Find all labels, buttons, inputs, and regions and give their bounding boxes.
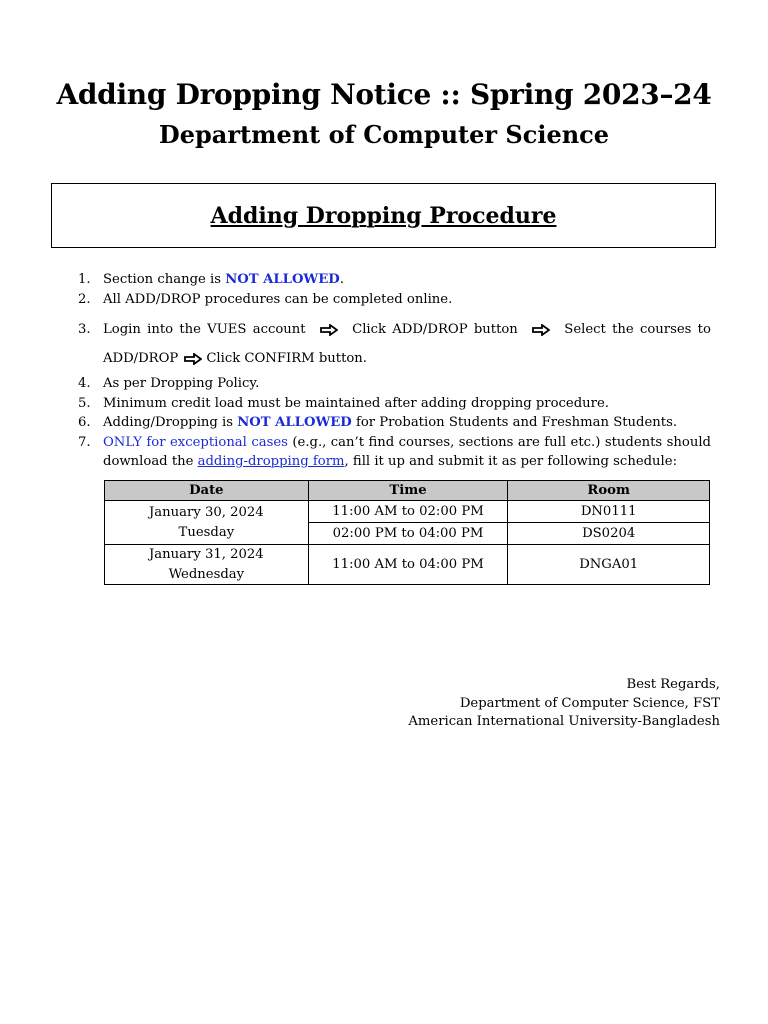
step-word: VUES (207, 322, 247, 337)
step-text: As per Dropping Policy. (103, 376, 260, 391)
step-word: the (179, 322, 201, 337)
step-3-line-1 (103, 315, 711, 344)
page-title: Adding Dropping Notice :: Spring 2023–24 (56, 78, 712, 111)
room-cell: DN0111 (508, 501, 710, 523)
step-word: Select (564, 322, 606, 337)
step-text: Minimum credit load must be maintained after adding dropping procedure. (103, 395, 609, 411)
right-arrow-icon (532, 324, 550, 336)
step-5 (75, 394, 711, 414)
step-word: account (252, 322, 306, 337)
step-word: button (473, 322, 518, 337)
table-header-row (105, 481, 710, 501)
step-word: to (697, 322, 711, 337)
step-3-line-2 (103, 344, 711, 373)
signature-university: American International University-Bangladesh (408, 714, 720, 729)
room-column-header: Room (508, 481, 710, 501)
step-1 (75, 270, 711, 290)
time-cell: 11:00 AM to 02:00 PM (308, 501, 508, 523)
schedule-table (104, 480, 710, 585)
day-text: Tuesday (178, 524, 235, 540)
step-6 (75, 413, 711, 433)
not-allowed-highlight: NOT ALLOWED (225, 272, 340, 287)
step-number: 6. (78, 415, 91, 430)
step-number: 1. (78, 272, 91, 287)
step-word: Login (103, 322, 141, 337)
right-arrow-icon (320, 324, 338, 336)
adding-dropping-form-link[interactable]: adding-dropping form (197, 454, 345, 469)
date-cell (105, 545, 309, 585)
step-3 (75, 315, 711, 373)
step-7 (75, 433, 711, 472)
table-row (105, 545, 710, 585)
step-word: ADD/DROP (392, 322, 468, 337)
time-cell: 11:00 AM to 04:00 PM (308, 545, 508, 585)
step-word: into (147, 322, 174, 337)
date-column-header: Date (105, 481, 309, 501)
right-arrow-icon (184, 353, 202, 365)
step-text: Adding/Dropping is (103, 415, 238, 430)
signature-greeting: Best Regards, (626, 677, 720, 692)
date-text: January 30, 2024 (149, 505, 264, 520)
step-number: 4. (78, 376, 91, 391)
date-cell (105, 501, 309, 545)
step-2 (75, 290, 711, 310)
table-row (105, 501, 710, 523)
time-cell: 02:00 PM to 04:00 PM (308, 523, 508, 545)
step-word: the (612, 322, 634, 337)
step-number: 7. (78, 434, 91, 450)
exceptional-cases-highlight: ONLY for exceptional cases (103, 434, 288, 450)
step-text: Section change is (103, 272, 226, 287)
not-allowed-highlight: NOT ALLOWED (237, 415, 352, 430)
page-subtitle: Department of Computer Science (158, 120, 610, 149)
room-cell: DNGA01 (508, 545, 710, 585)
step-word: Click (352, 322, 387, 337)
step-text: Click CONFIRM button. (206, 351, 367, 366)
time-column-header: Time (308, 481, 508, 501)
step-word: courses (639, 322, 692, 337)
signature-block (408, 676, 720, 732)
step-number: 2. (78, 291, 91, 307)
step-number: 5. (78, 395, 91, 411)
step-word: ADD/DROP (103, 351, 179, 366)
room-cell: DS0204 (508, 523, 710, 545)
step-text: All ADD/DROP procedures can be completed online. (103, 291, 453, 307)
signature-department: Department of Computer Science, FST (459, 695, 720, 711)
date-text: January 31, 2024 (149, 547, 264, 562)
step-number: 3. (78, 322, 91, 337)
procedure-heading-box (51, 183, 716, 248)
step-4 (75, 374, 711, 394)
day-text: Wednesday (168, 566, 245, 582)
step-text-end: for Probation Students and Freshman Students. (351, 415, 678, 430)
procedure-steps-list (75, 270, 711, 472)
step-text-end: , fill it up and submit it as per following schedule: (344, 454, 678, 469)
procedure-heading: Adding Dropping Procedure (210, 202, 557, 229)
step-text: (e.g., can’t find courses, sections are full etc.) students should download the (103, 434, 711, 469)
step-text-end: . (339, 272, 344, 287)
